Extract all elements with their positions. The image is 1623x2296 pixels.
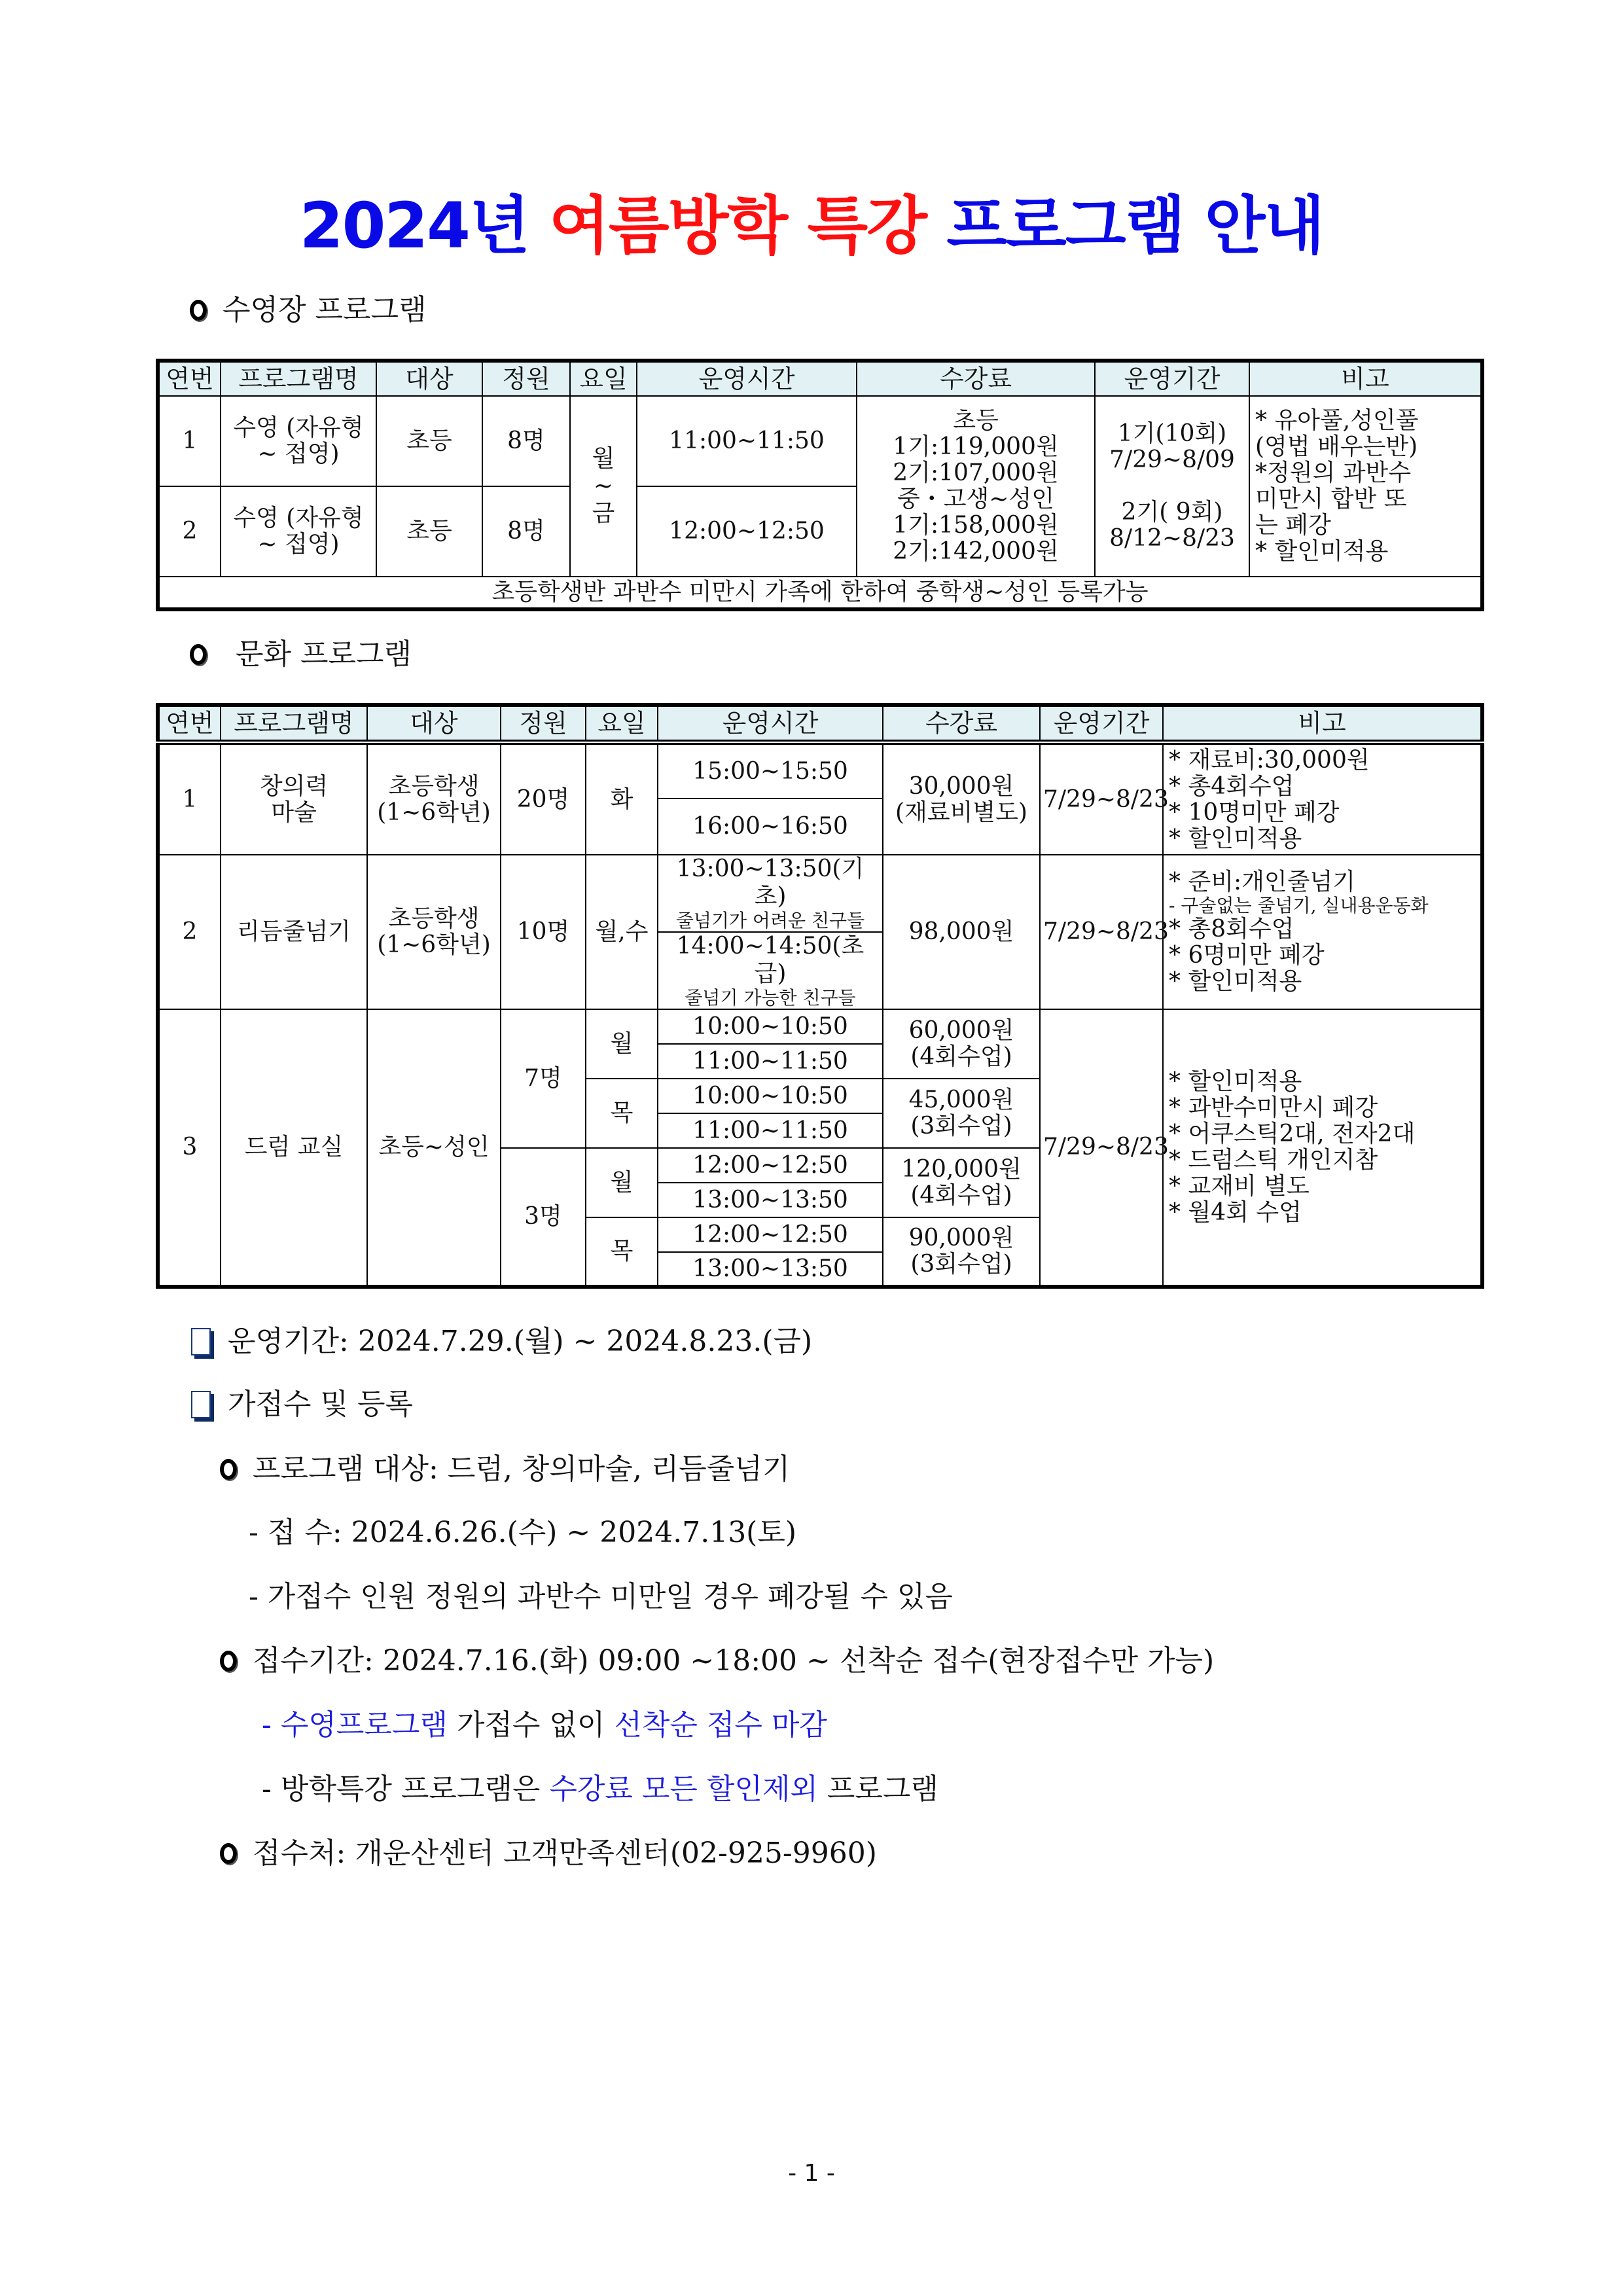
target: 초등 — [376, 486, 482, 577]
col-header-capacity: 정원 — [482, 361, 570, 396]
col-header-time: 운영시간 — [637, 361, 857, 396]
note-line: * 교재비 별도 — [1169, 1173, 1310, 1200]
circle-bullet-icon — [220, 1459, 237, 1480]
table-row — [158, 396, 1482, 486]
fee-sub: (재료비별도) — [895, 798, 1027, 826]
table-row — [158, 855, 1482, 932]
plain-text: - 방학특강 프로그램은 — [262, 1772, 550, 1806]
spacer — [1098, 473, 1246, 499]
swim-section-heading — [190, 291, 427, 330]
period: 7/29~8/23 — [1040, 742, 1163, 855]
col-header-name: 프로그램명 — [221, 361, 376, 396]
square-bullet-icon — [191, 1328, 211, 1355]
fee: 45,000원 — [908, 1086, 1014, 1113]
fee-cell — [883, 1148, 1040, 1217]
pre-registration-note: - 가접수 인원 정원의 과반수 미만일 경우 폐강될 수 있음 — [249, 1580, 953, 1613]
note-line: 는 폐강 — [1255, 512, 1331, 539]
fee: 90,000원 — [908, 1225, 1014, 1251]
note-line: * 총4회수업 — [1169, 772, 1294, 800]
period-line: 1기(10회) — [1117, 420, 1227, 447]
fee: 98,000원 — [883, 855, 1040, 1009]
fee-cell — [883, 1217, 1040, 1287]
capacity: 3명 — [501, 1148, 586, 1287]
period: 7/29~8/23 — [1040, 1009, 1163, 1287]
culture-heading-label: 문화 프로그램 — [236, 637, 412, 671]
highlight-text: 수강료 모든 할인제외 — [549, 1772, 818, 1806]
capacity: 20명 — [501, 742, 586, 855]
time-cell — [658, 932, 883, 1009]
time: 12:00~12:50 — [658, 1148, 883, 1183]
time: 15:00~15:50 — [658, 742, 883, 798]
table-row — [158, 742, 1482, 798]
time: 10:00~10:50 — [658, 1009, 883, 1044]
row-no: 2 — [158, 855, 221, 1009]
row-no: 2 — [158, 486, 221, 577]
title-guide: 프로그램 안내 — [946, 189, 1324, 262]
contact: 접수처: 개운산센터 고객만족센터(02-925-9960) — [253, 1837, 877, 1870]
col-header-capacity: 정원 — [501, 705, 586, 742]
fee-line: 2기:107,000원 — [893, 459, 1059, 486]
table-footer-row — [158, 577, 1482, 609]
day: 월,수 — [586, 855, 658, 1009]
capacity: 7명 — [501, 1009, 586, 1148]
day: 목 — [586, 1217, 658, 1287]
fee-cell — [883, 1079, 1040, 1148]
registration-period: 접수기간: 2024.7.16.(화) 09:00 ~18:00 ~ 선착순 접수(현장접수만 가능) — [253, 1644, 1215, 1677]
period-line — [191, 1322, 812, 1361]
capacity: 8명 — [482, 396, 570, 486]
highlight-text: 수영프로그램 — [280, 1708, 448, 1742]
circle-bullet-icon — [190, 300, 207, 321]
registration-heading-label: 가접수 및 등록 — [228, 1388, 413, 1421]
swim-heading-label: 수영장 프로그램 — [223, 293, 427, 327]
time: 12:00~12:50 — [658, 1217, 883, 1252]
note-line: - 구술없는 줄넘기, 실내용운동화 — [1169, 895, 1429, 916]
time-sub: 줄넘기 가능한 친구들 — [685, 987, 856, 1009]
time-cell — [658, 855, 883, 932]
program-name: 수영 (자유형~ 접영) — [221, 396, 376, 486]
circle-bullet-icon — [190, 644, 207, 665]
fee-sub: (3회수업) — [910, 1251, 1012, 1278]
note-line: * 10명미만 폐강 — [1169, 798, 1340, 826]
page-number: - 1 - — [788, 2160, 835, 2187]
swim-registration-note — [262, 1706, 827, 1745]
col-header-period: 운영기간 — [1040, 705, 1163, 742]
title-year: 2024년 — [299, 189, 529, 262]
target: 초등~성인 — [367, 1009, 501, 1287]
note-line: *정원의 과반수 — [1255, 459, 1412, 486]
period-line: 2기( 9회) — [1121, 499, 1223, 526]
swim-table — [156, 359, 1484, 611]
time: 14:00~14:50(초급) — [676, 933, 865, 987]
registration-heading — [191, 1385, 413, 1424]
highlight-text: 선착순 접수 마감 — [614, 1708, 827, 1742]
registration-period-line — [220, 1641, 1214, 1681]
period-line: 8/12~8/23 — [1109, 525, 1235, 552]
square-bullet-icon — [191, 1391, 211, 1418]
fee-sub: (4회수업) — [910, 1043, 1012, 1070]
table-row — [158, 1009, 1482, 1044]
col-header-name: 프로그램명 — [221, 705, 367, 742]
time: 13:00~13:50 — [658, 1183, 883, 1217]
fee-cell — [883, 1009, 1040, 1079]
row-no: 3 — [158, 1009, 221, 1287]
program-target: 프로그램 대상: 드럼, 창의마술, 리듬줄넘기 — [253, 1452, 791, 1486]
col-header-time: 운영시간 — [658, 705, 883, 742]
fee: 30,000원 — [908, 772, 1014, 800]
note-cell — [1163, 855, 1482, 1009]
fee-sub: (4회수업) — [910, 1182, 1012, 1209]
program-name: 리듬줄넘기 — [221, 855, 367, 1009]
note-line: * 할인미적용 — [1169, 1068, 1302, 1095]
plain-text: 프로그램 — [817, 1772, 938, 1806]
note-line: 미만시 합반 또 — [1255, 486, 1407, 512]
col-header-period: 운영기간 — [1095, 361, 1249, 396]
plain-text: 가접수 없이 — [447, 1708, 615, 1742]
time: 11:00~11:50 — [658, 1044, 883, 1079]
fee-line: 1기:158,000원 — [893, 512, 1059, 539]
note-cell — [1163, 1009, 1482, 1287]
fee-line: 1기:119,000원 — [893, 433, 1059, 460]
period-cell — [1095, 396, 1249, 577]
day: 목 — [586, 1079, 658, 1148]
day: 월 — [586, 1009, 658, 1079]
fee-sub: (3회수업) — [910, 1113, 1012, 1139]
capacity: 8명 — [482, 486, 570, 577]
col-header-fee: 수강료 — [883, 705, 1040, 742]
note-line: * 할인미적용 — [1169, 825, 1302, 852]
culture-table — [156, 703, 1484, 1289]
culture-section-heading — [190, 635, 412, 674]
fee-line: 2기:142,000원 — [893, 538, 1059, 565]
title-summer: 여름방학 특강 — [549, 189, 926, 262]
note-line: * 월4회 수업 — [1169, 1199, 1302, 1226]
time: 12:00~12:50 — [637, 486, 857, 577]
note-line: * 할인미적용 — [1255, 538, 1389, 565]
fee-line: 초등 — [953, 407, 999, 434]
fee-cell — [857, 396, 1095, 577]
fee: 120,000원 — [901, 1156, 1022, 1183]
col-header-day: 요일 — [586, 705, 658, 742]
time: 13:00~13:50(기초) — [676, 855, 865, 910]
note-cell — [1163, 742, 1482, 855]
operation-period: 운영기간: 2024.7.29.(월) ~ 2024.8.23.(금) — [228, 1325, 813, 1358]
target: 초등학생 (1~6학년) — [367, 742, 501, 855]
time: 11:00~11:50 — [658, 1113, 883, 1148]
row-no: 1 — [158, 742, 221, 855]
time: 10:00~10:50 — [658, 1079, 883, 1113]
period: 7/29~8/23 — [1040, 855, 1163, 1009]
row-no: 1 — [158, 396, 221, 486]
dash: - — [262, 1708, 281, 1742]
col-header-target: 대상 — [376, 361, 482, 396]
time: 16:00~16:50 — [658, 798, 883, 855]
target: 초등 — [376, 396, 482, 486]
discount-note — [262, 1770, 938, 1809]
time: 11:00~11:50 — [637, 396, 857, 486]
time: 13:00~13:50 — [658, 1252, 883, 1287]
program-target-line — [220, 1450, 790, 1489]
note-line: * 재료비:30,000원 — [1169, 746, 1370, 774]
page-title — [0, 183, 1623, 268]
fee: 60,000원 — [908, 1017, 1014, 1044]
time-sub: 줄넘기가 어려운 친구들 — [675, 910, 865, 931]
note-line: * 과반수미만시 폐강 — [1169, 1094, 1378, 1121]
program-name: 창의력 마술 — [221, 742, 367, 855]
fee-line: 중・고생~성인 — [897, 486, 1055, 512]
col-header-no: 연번 — [158, 705, 221, 742]
contact-line — [220, 1834, 877, 1873]
pre-registration-period: - 접 수: 2024.6.26.(수) ~ 2024.7.13(토) — [249, 1516, 797, 1549]
note-line: * 총8회수업 — [1169, 916, 1294, 942]
day: 화 — [586, 742, 658, 855]
program-name: 드럼 교실 — [221, 1009, 367, 1287]
col-header-target: 대상 — [367, 705, 501, 742]
note-line: * 유아풀,성인풀 — [1255, 407, 1419, 434]
target: 초등학생 (1~6학년) — [367, 855, 501, 1009]
circle-bullet-icon — [220, 1843, 237, 1864]
day: 월 ~ 금 — [570, 396, 637, 577]
program-name: 수영 (자유형~ 접영) — [221, 486, 376, 577]
circle-bullet-icon — [220, 1651, 237, 1672]
note-line: * 6명미만 폐강 — [1169, 942, 1325, 969]
col-header-note: 비고 — [1249, 361, 1482, 396]
col-header-note: 비고 — [1163, 705, 1482, 742]
day: 월 — [586, 1148, 658, 1217]
col-header-day: 요일 — [570, 361, 637, 396]
col-header-no: 연번 — [158, 361, 221, 396]
note-line: * 할인미적용 — [1169, 968, 1302, 995]
col-header-fee: 수강료 — [857, 361, 1095, 396]
note-line: * 준비:개인줄넘기 — [1169, 869, 1356, 895]
note-cell — [1249, 396, 1482, 577]
note-line: * 드럼스틱 개인지참 — [1169, 1147, 1378, 1174]
period-line: 7/29~8/09 — [1109, 446, 1235, 473]
swim-footer-note: 초등학생반 과반수 미만시 가족에 한하여 중학생~성인 등록가능 — [158, 577, 1482, 609]
capacity: 10명 — [501, 855, 586, 1009]
note-line: (영법 배우는반) — [1255, 433, 1418, 460]
note-line: * 어쿠스틱2대, 전자2대 — [1169, 1121, 1416, 1147]
fee-cell — [883, 742, 1040, 855]
